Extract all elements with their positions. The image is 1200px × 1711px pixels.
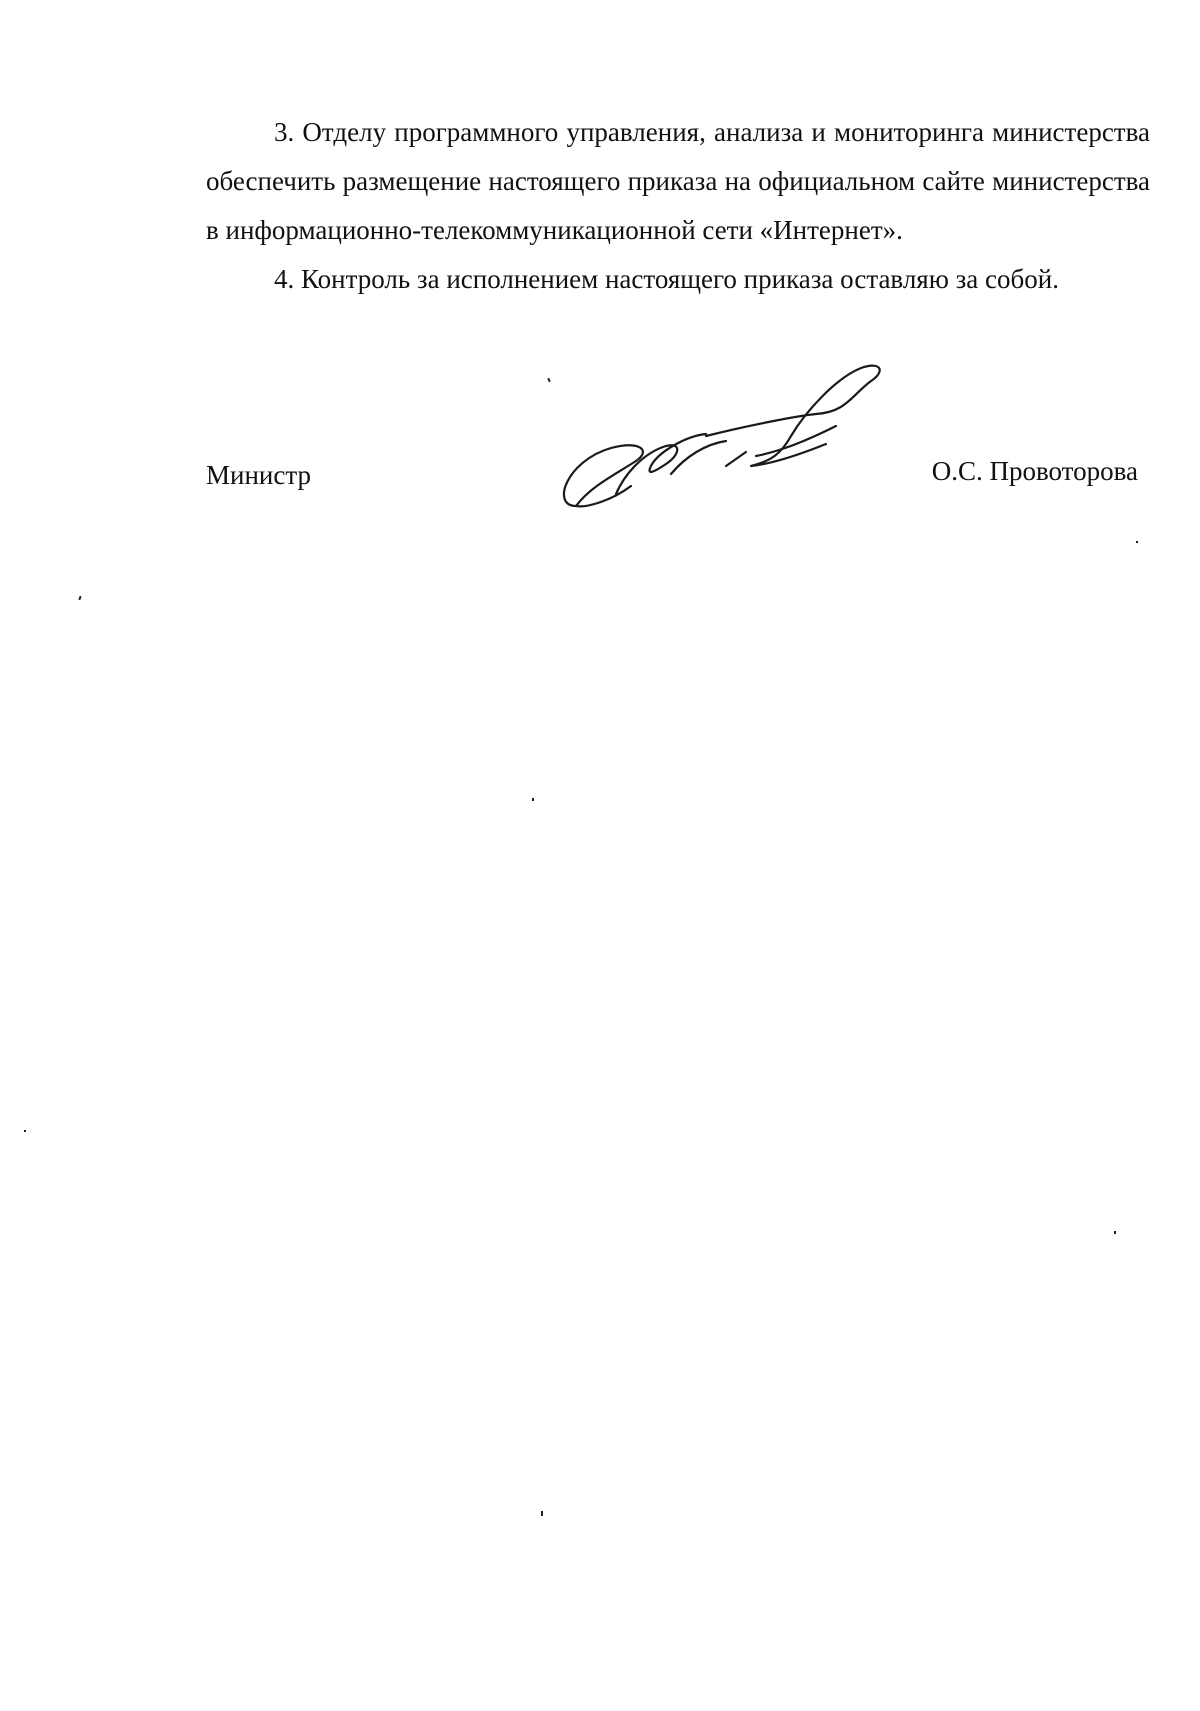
paragraph-3: 3. Отделу программного управления, анализа и мониторинга министерства обеспечить размещение настоящего приказа на официальном сайте министерства в информационно-телекоммуникационной сети «Интернет». — [206, 117, 1150, 245]
scan-speck — [541, 1511, 543, 1516]
signature-block — [206, 448, 1138, 508]
scan-speck — [1136, 541, 1138, 543]
scan-speck — [1114, 1231, 1116, 1234]
scan-speck — [78, 596, 81, 600]
paragraph-4: 4. Контроль за исполнением настоящего приказа оставляю за собой. — [274, 264, 1059, 294]
scan-speck — [547, 378, 551, 382]
signatory-title: Министр — [206, 460, 311, 490]
scan-speck — [24, 1130, 26, 1132]
document-body — [206, 108, 1150, 304]
signatory-name: О.С. Провоторова — [931, 456, 1138, 486]
scan-speck — [532, 798, 534, 801]
